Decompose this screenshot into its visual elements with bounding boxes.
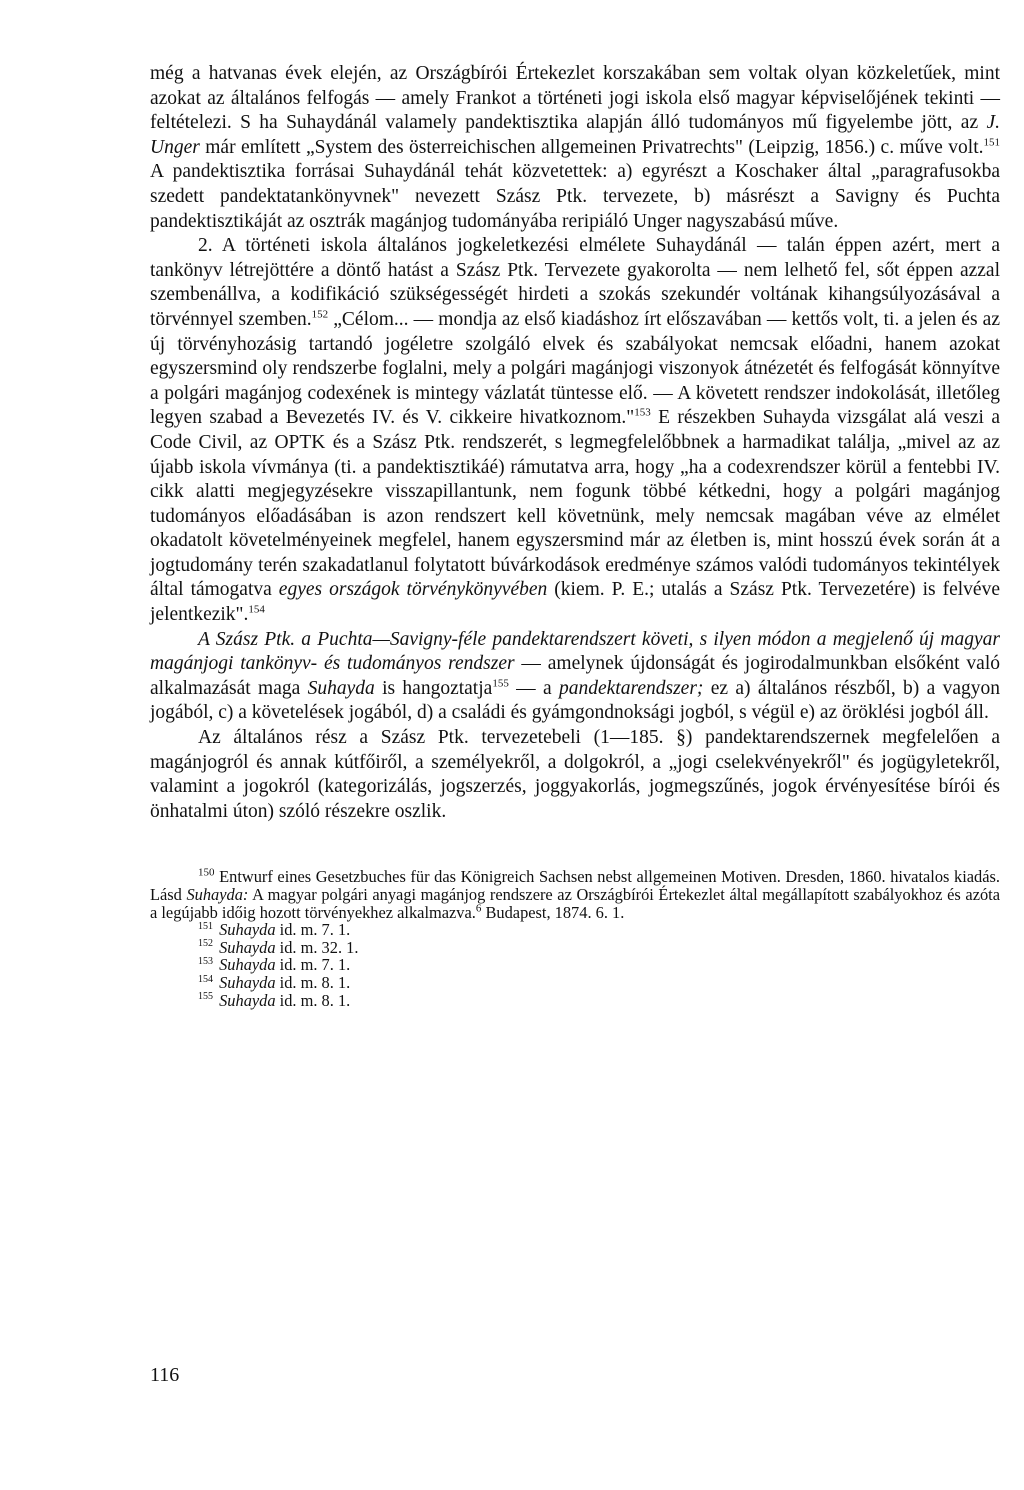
text-run: is hangoztatja (374, 677, 493, 699)
page (150, 62, 1000, 1009)
italic-run: pandektarendszer; (558, 677, 704, 699)
footnote-154 (150, 974, 1000, 992)
footnote-number: 152 (198, 938, 213, 950)
footnote-marker: 153 (634, 406, 651, 419)
text-run: 2. A történeti iskola általános jogkeletkezési elmélete Suhaydánál — talán éppen azért, mert a tankönyv létrejöttére a döntő hatást a Szász Ptk. Tervezete gyakorolta — nem lelhető fel, sőt éppen azzal szembenállva, a kodifikáció szükségességét hirdeti a szokás szekundér voltának kihangsúlyozásával a törvénnyel szemben. (150, 235, 1000, 330)
footnote-number: 150 (198, 866, 215, 879)
footnote-author: Suhayda (219, 972, 276, 992)
footnote-155 (150, 992, 1000, 1010)
paragraph-3 (150, 628, 1000, 726)
footnote-number: 154 (198, 973, 213, 985)
footnote-ref: id. m. 8. 1. (275, 972, 351, 992)
footnote-number: 153 (198, 955, 213, 967)
footnote-marker: 152 (311, 308, 329, 321)
italic-run: egyes országok törvénykönyvében (278, 579, 548, 601)
footnote-author: Suhayda (219, 990, 276, 1010)
text-run: Az általános rész a Szász Ptk. tervezetebeli (1—185. §) pandektarendszernek megfelelően a magánjogról és annak kútfőiről, a személyekről, a dolgokról, a „jogi cselekvényekről" és jogügyletekről, valamint a jogokról (kategorizálás, jogszerzés, joggyakorlás, jogmegszűnés, jogok érvényesítése bírói és önhatalmi úton) szóló részekre oszlik. (150, 727, 1000, 822)
text-run: Budapest, 1874. 6. 1. (481, 902, 625, 922)
text-run: Entwurf eines Gesetzbuches für das Königreich Sachsen nebst allgemeinen Motiven. Dresden, 1860. hivatalos kiadás. Lásd (150, 867, 1000, 904)
text-run: (kiem. P. E.; utalás a Szász Ptk. Tervezetére) is felvéve jelentkezik". (150, 579, 1000, 626)
italic-run: Suhayda (307, 677, 375, 699)
footnote-152 (150, 939, 1000, 957)
text-run: A magyar polgári anyagi magánjog rendszere az Országbírói Értekezlet által megállapított szabályokhoz és azóta a legújabb időig hozott törvényekhez alkalmazva. (150, 885, 1000, 922)
paragraph-1 (150, 62, 1000, 234)
text-run: — a (508, 677, 559, 699)
text-run: „Célom... — mondja az első kiadáshoz írt előszavában — kettős volt, ti. a jelen és az új törvényhozásig tartandó jogéletre szolgáló elvek és szabályokat nemcsak előadni, hanem azokat egyszersmind oly rendszerbe foglalni, mely a polgári magánjogi viszonyok átnézetét és felfogását könnyítve a polgári magánjog codexének is mintegy vázlatát tüntesse elő. — A követett rendszer indokolását, illetőleg legyen szabad a Bevezetés IV. és V. cikkeire hivatkoznom." (150, 308, 1000, 429)
text-run: — amelynek újdonságát és jogirodalmunkban elsőként való alkalmazását maga (150, 653, 1000, 699)
text-run: A pandektisztika forrásai Suhaydánál tehát közvetettek: a) egyrészt a Koschaker által „paragrafusokba szedett pandektatankönyvnek" nevezett Szász Ptk. tervezete, b) másrészt a Savigny és Puchta pandektisztikáját az osztrák magánjog tudományába reripiáló Unger nagyszabású műve. (150, 161, 1000, 232)
footnote-ref: id. m. 8. 1. (275, 990, 351, 1010)
footnote-author: Suhayda (219, 920, 276, 940)
footnote-marker: 6 (475, 902, 482, 915)
footnote-number: 155 (198, 991, 213, 1003)
italic-run: J. Unger (150, 112, 1000, 158)
footnote-author: Suhayda (219, 955, 276, 975)
footnote-marker: 151 (983, 136, 1000, 149)
footnote-153 (150, 956, 1000, 974)
footnote-author: Suhayda (219, 937, 276, 957)
footnote-number: 151 (198, 920, 213, 932)
text-run: ez a) általános részből, b) a vagyon jogából, c) a követelések jogából, d) a családi és gyámgondnoksági jogból, s végül e) az öröklési jogból áll. (150, 677, 1001, 724)
italic-run: Suhayda: (186, 885, 249, 904)
footnote-marker: 155 (492, 677, 509, 690)
footnote-ref: id. m. 32. 1. (275, 937, 359, 957)
paragraph-2 (150, 234, 1000, 628)
paragraph-4 (150, 726, 1000, 824)
footnote-ref: id. m. 7. 1. (275, 955, 351, 975)
main-text (150, 62, 1000, 824)
footnote-150 (150, 868, 1000, 921)
footnotes (150, 868, 1000, 1009)
footnote-marker: 154 (248, 603, 265, 616)
text-run: már említett „System des österreichischen allgemeinen Privatrechts" (Leipzig, 1856.) c. műve volt. (199, 136, 984, 158)
text-run: még a hatvanas évek elején, az Országbírói Értekezlet korszakában sem voltak olyan közkeletűek, mint azokat az általános felfogás — amely Frankot a történeti jogi iskola első magyar képviselőjének tekinti — feltételezi. S ha Suhaydánál valamely pandektisztika alapján álló tudományos mű figyelembe jött, az (150, 63, 1000, 134)
page-number: 116 (150, 1364, 180, 1386)
italic-run: A Szász Ptk. a Puchta—Savigny-féle pandektarendszert követi, s ilyen módon a megjelenő új magyar magánjogi tankönyv- és tudományos rendszer (150, 628, 1000, 675)
text-run: E részekben Suhayda vizsgálat alá veszi a Code Civil, az OPTK és a Szász Ptk. rendszerét, s legmegfelelőbbnek a harmadikat találja, „mivel az az újabb iskola vívmánya (ti. a pandektisztikáé) rámutatva arra, hogy „ha a codexrendszer körül a fentebbi IV. cikk alatti megjegyzésekre visszapillantunk, nem fogunk többé kétkedni, hogy a polgári magánjog tudományos előadásában is azon rendszert kell követnünk, mely nemcsak magában véve az elmélet okadatolt követelményeinek megfelel, hanem egyszersmind már az életben is, mint hosszú évek során át a jogtudomány terén szakadatlanul folytatott búvárkodások eredménye számos valódi tudományos tekintélyek által támogatva (150, 407, 1000, 601)
footnote-150-text (150, 867, 1000, 921)
footnote-ref: id. m. 7. 1. (275, 920, 351, 940)
footnote-151 (150, 921, 1000, 939)
